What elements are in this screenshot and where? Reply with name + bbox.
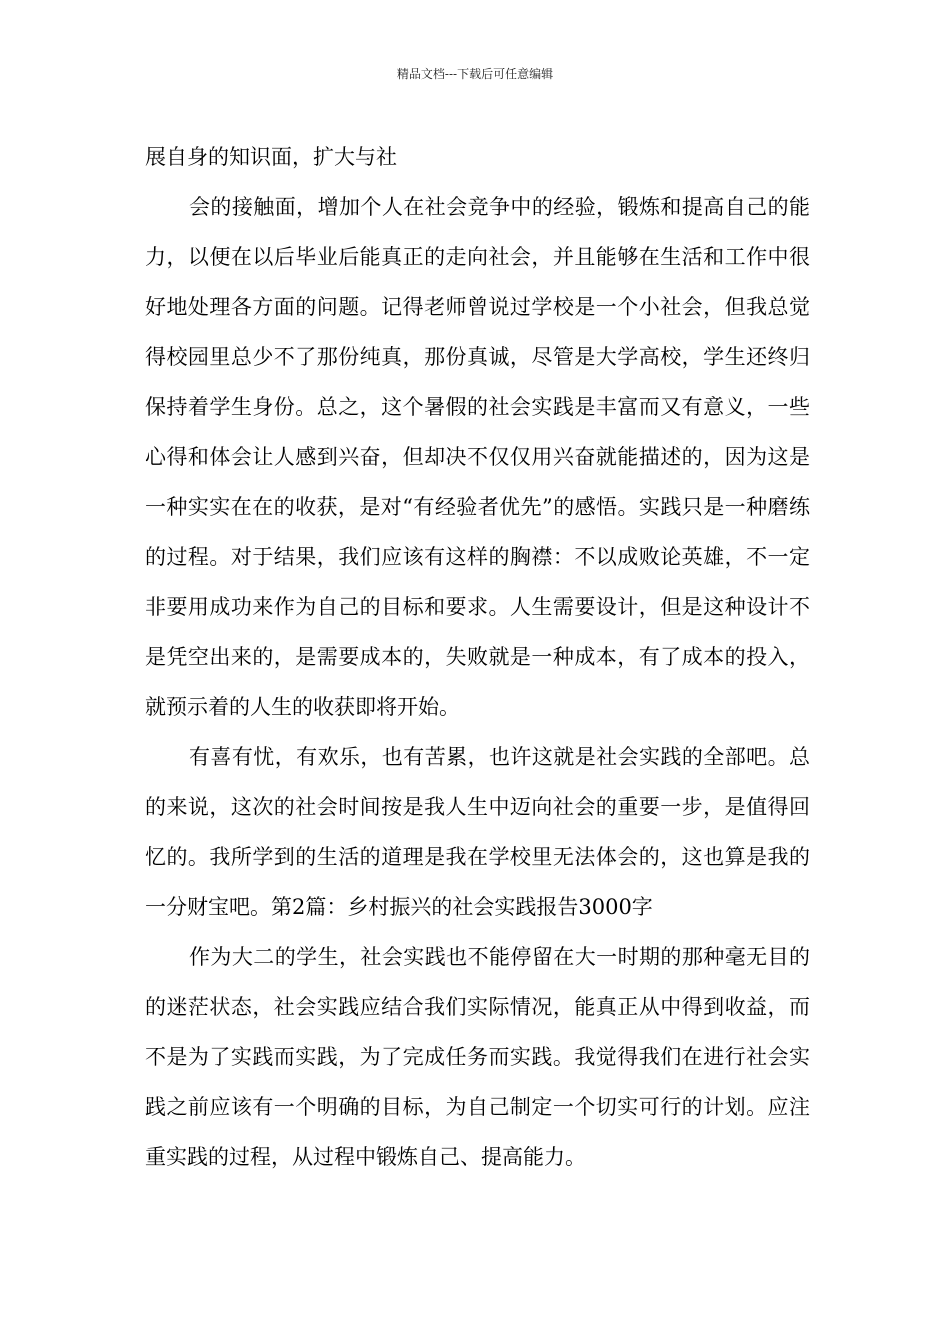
paragraph-4: 作为大二的学生，社会实践也不能停留在大一时期的那种毫无目的的迷茫状态，社会实践应结合我们实际情况，能真正从中得到收益，而不是为了实践而实践，为了完成任务而实践。我觉得我们在进行社会实践之前应该有一个明确的目标，为自己制定一个切实可行的计划。应注重实践的过程，从过程中锻炼自己、提高能力。 <box>145 945 810 1169</box>
paragraph-3: 有喜有忧，有欢乐，也有苦累，也许这就是社会实践的全部吧。总的来说，这次的社会时间按是我人生中迈向社会的重要一步，是值得回忆的。我所学到的生活的道理是我在学校里无法体会的，这也算是我的一分财宝吧。第2篇：乡村振兴的社会实践报告3000字 <box>145 745 810 919</box>
document-body <box>145 132 810 1182</box>
page-header: 精品文档---下载后可任意编辑 <box>396 67 554 81</box>
paragraph-1: 展自身的知识面，扩大与社 <box>145 145 397 169</box>
paragraph-2: 会的接触面，增加个人在社会竞争中的经验，锻炼和提高自己的能力，以便在以后毕业后能真正的走向社会，并且能够在生活和工作中很好地处理各方面的问题。记得老师曾说过学校是一个小社会，但我总觉得校园里总少不了那份纯真，那份真诚，尽管是大学高校，学生还终归保持着学生身份。总之，这个暑假的社会实践是丰富而又有意义，一些心得和体会让人感到兴奋，但却决不仅仅用兴奋就能描述的，因为这是一种实实在在的收获，是对“有经验者优先”的感悟。实践只是一种磨练的过程。对于结果，我们应该有这样的胸襟：不以成败论英雄，不一定非要用成功来作为自己的目标和要求。人生需要设计，但是这种设计不是凭空出来的，是需要成本的，失败就是一种成本，有了成本的投入，就预示着的人生的收获即将开始。 <box>145 195 810 719</box>
